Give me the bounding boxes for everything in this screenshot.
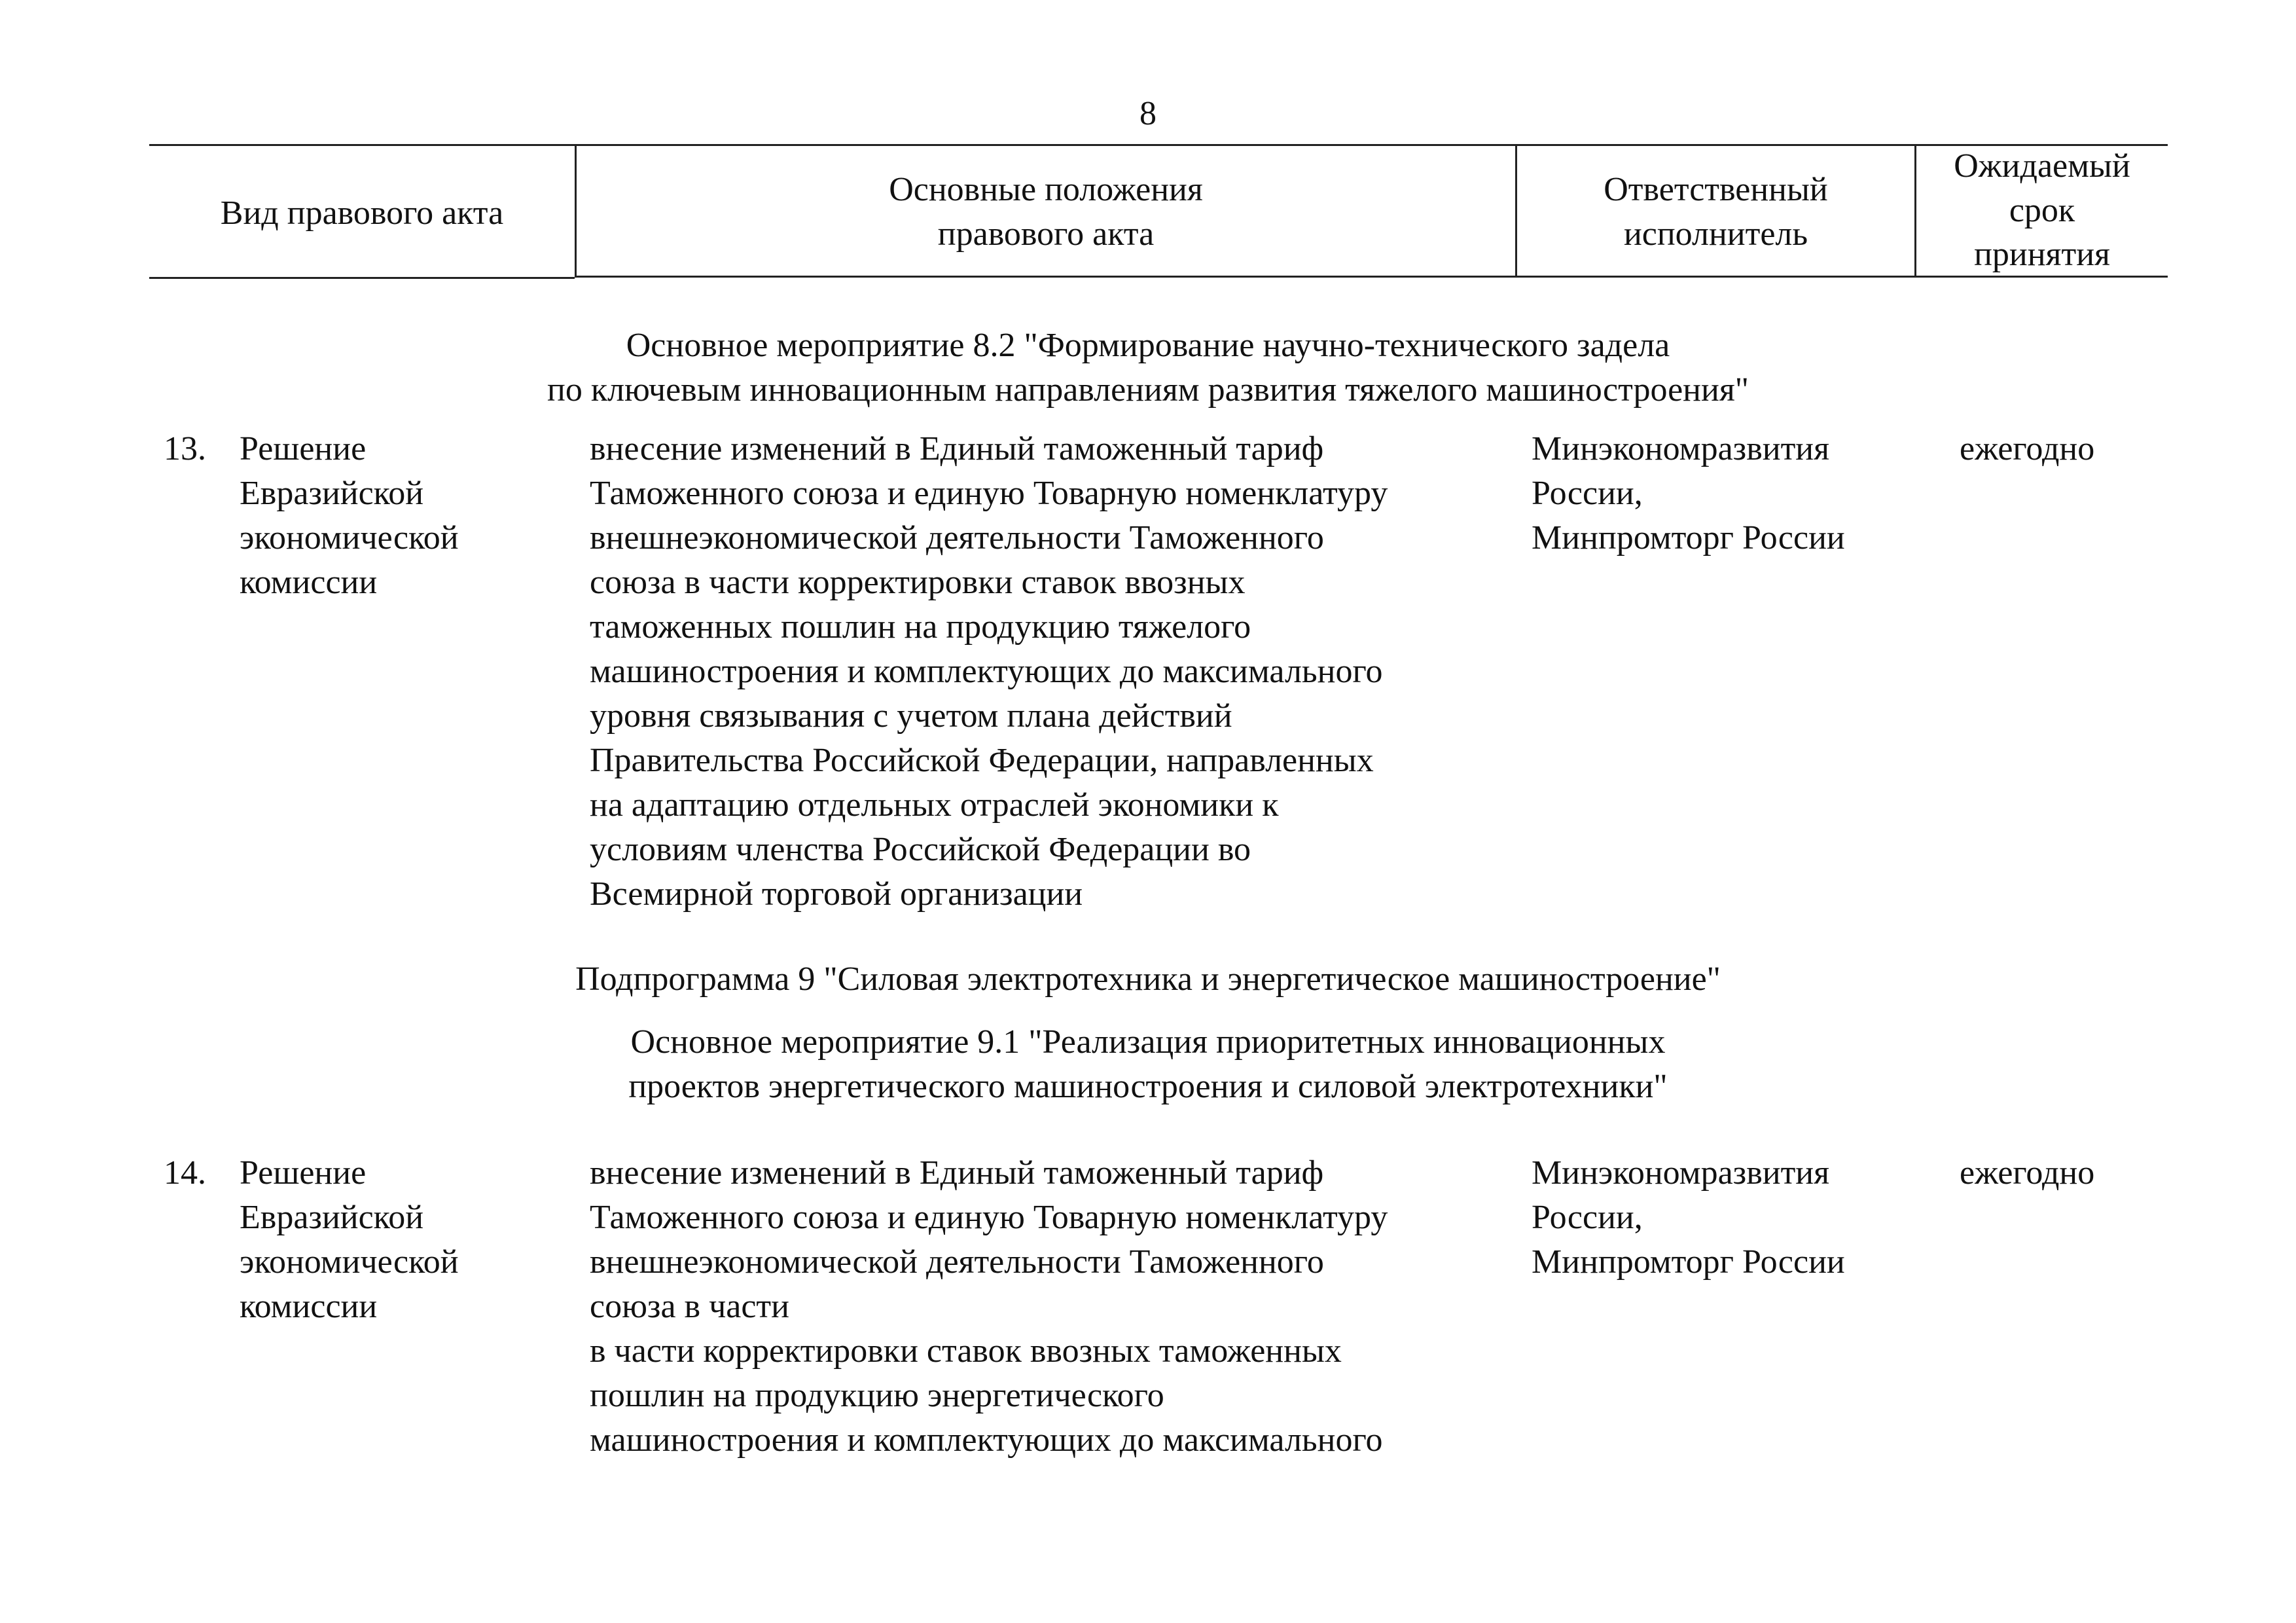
- provision-line: в части корректировки ставок ввозных таможенных: [590, 1332, 1342, 1370]
- provision-line: пошлин на продукцию энергетического: [590, 1377, 1164, 1414]
- subprogram-9-heading: Подпрограмма 9 "Силовая электротехника и энергетическое машиностроение": [575, 960, 1721, 998]
- provision-line: условиям членства Российской Федерации во: [590, 831, 1251, 868]
- section-9-1-heading-line-2: проектов энергетического машиностроения и силовой электротехники": [628, 1068, 1668, 1105]
- header-executor-line-1: Ответственный: [1604, 171, 1828, 208]
- type-line: Евразийской: [240, 475, 424, 512]
- page-number: 8: [1139, 95, 1157, 132]
- header-bottom-rule-1: [149, 277, 575, 279]
- executor-line: Минэкономразвития: [1532, 430, 1830, 467]
- provision-line: союза в части корректировки ставок ввозных: [590, 564, 1246, 601]
- provision-line: на адаптацию отдельных отраслей экономики к: [590, 786, 1279, 824]
- type-line: Евразийской: [240, 1199, 424, 1236]
- provision-line: Таможенного союза и единую Товарную номенклатуру: [590, 1199, 1388, 1236]
- header-type: Вид правового акта: [220, 194, 504, 232]
- header-deadline-line-3: принятия: [1974, 236, 2110, 273]
- table-row: [149, 1151, 2168, 1463]
- provision-line: внесение изменений в Единый таможенный тариф: [590, 430, 1324, 467]
- deadline: ежегодно: [1960, 430, 2095, 467]
- type-line: Решение: [240, 430, 367, 467]
- executor-line: Минэкономразвития: [1532, 1154, 1830, 1192]
- provision-line: машиностроения и комплектующих до максимального: [590, 653, 1383, 690]
- executor-line: России,: [1532, 1199, 1643, 1236]
- provision-line: таможенных пошлин на продукцию тяжелого: [590, 608, 1251, 646]
- provision-line: уровня связывания с учетом плана действий: [590, 697, 1232, 735]
- header-top-rule: [149, 144, 2168, 146]
- provision-line: Таможенного союза и единую Товарную номенклатуру: [590, 475, 1388, 512]
- provision-line: внесение изменений в Единый таможенный тариф: [590, 1154, 1324, 1192]
- executor-line: Минпромторг России: [1532, 519, 1845, 556]
- type-line: экономической: [240, 519, 459, 556]
- provision-line: Всемирной торговой организации: [590, 875, 1083, 913]
- header-executor-line-2: исполнитель: [1623, 215, 1808, 253]
- table-row: [149, 427, 2168, 917]
- section-9-1-heading-line-1: Основное мероприятие 9.1 "Реализация приоритетных инновационных: [630, 1023, 1666, 1061]
- header-provisions-line-2: правового акта: [937, 215, 1155, 253]
- row-number: 13.: [164, 430, 206, 467]
- header-provisions-line-1: Основные положения: [889, 171, 1203, 208]
- header-deadline-line-2: срок: [2009, 192, 2075, 229]
- type-line: комиссии: [240, 1288, 378, 1325]
- provision-line: Правительства Российской Федерации, направленных: [590, 742, 1374, 779]
- type-line: комиссии: [240, 564, 378, 601]
- provision-line: внешнеэкономической деятельности Таможенного: [590, 1243, 1324, 1281]
- row-number: 14.: [164, 1154, 206, 1192]
- type-line: экономической: [240, 1243, 459, 1281]
- provision-line: союза в части: [590, 1288, 789, 1325]
- provision-line: машиностроения и комплектующих до максимального: [590, 1421, 1383, 1459]
- deadline: ежегодно: [1960, 1154, 2095, 1192]
- type-line: Решение: [240, 1154, 367, 1192]
- header-deadline-line-1: Ожидаемый: [1954, 147, 2130, 185]
- section-8-2-heading-line-1: Основное мероприятие 8.2 "Формирование научно-технического задела: [626, 327, 1670, 364]
- executor-line: Минпромторг России: [1532, 1243, 1845, 1281]
- section-8-2-heading-line-2: по ключевым инновационным направлениям развития тяжелого машиностроения": [547, 371, 1749, 409]
- executor-line: России,: [1532, 475, 1643, 512]
- provision-line: внешнеэкономической деятельности Таможенного: [590, 519, 1324, 556]
